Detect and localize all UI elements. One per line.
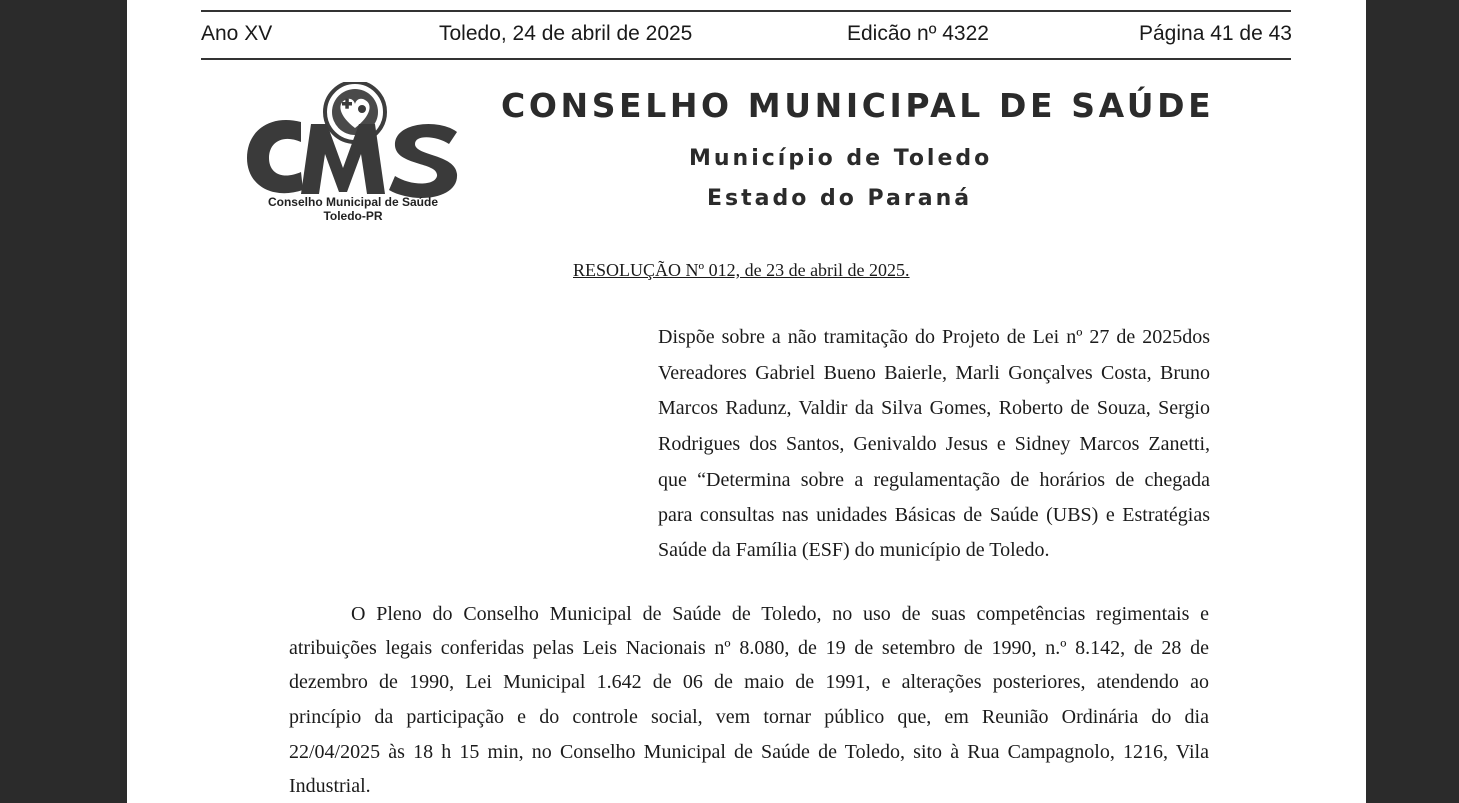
body-line: princípio da participação e do controle social, vem tornar público que, em Reunião Ordinária do dia [289, 706, 1209, 728]
logo-caption-city: Toledo-PR [323, 209, 383, 223]
state-subtitle: Estado do Paraná [707, 186, 973, 211]
logo-caption: Conselho Municipal de Saúde [267, 195, 439, 209]
header-year: Ano XV [201, 22, 273, 45]
header-date: Toledo, 24 de abril de 2025 [439, 22, 693, 45]
ementa-line: que “Determina sobre a regulamentação de horários de chegada [658, 469, 1210, 491]
ementa-line: para consultas nas unidades Básicas de Saúde (UBS) e Estratégias [658, 504, 1210, 526]
header-top-rule [201, 10, 1291, 12]
ementa-line: Marcos Radunz, Valdir da Silva Gomes, Roberto de Souza, Sergio [658, 397, 1210, 419]
council-title: CONSELHO MUNICIPAL DE SAÚDE [501, 86, 1215, 125]
body-line: O Pleno do Conselho Municipal de Saúde de Toledo, no uso de suas competências regimentais e [351, 603, 1209, 625]
body-line: Industrial. [289, 775, 371, 797]
document-page [127, 0, 1366, 803]
header-bottom-rule [201, 58, 1291, 60]
ementa-line: Saúde da Família (ESF) do município de Toledo. [658, 539, 1050, 561]
body-line: atribuições legais conferidas pelas Leis Nacionais nº 8.080, de 19 de setembro de 1990, n.º 8.142, de 28 de [289, 637, 1209, 659]
body-line: 22/04/2025 às 18 h 15 min, no Conselho Municipal de Saúde de Toledo, sito à Rua Campagnolo, 1216, Vila [289, 741, 1209, 763]
header-page-number: Página 41 de 43 [1139, 22, 1292, 45]
ementa-line: Rodrigues dos Santos, Genivaldo Jesus e Sidney Marcos Zanetti, [658, 433, 1210, 455]
body-line: dezembro de 1990, Lei Municipal 1.642 de 06 de maio de 1991, e alterações posteriores, atendendo ao [289, 671, 1209, 693]
resolution-heading: RESOLUÇÃO Nº 012, de 23 de abril de 2025. [573, 260, 910, 280]
ementa-line: Vereadores Gabriel Bueno Baierle, Marli Gonçalves Costa, Bruno [658, 362, 1210, 384]
municipality-subtitle: Município de Toledo [689, 146, 993, 171]
header-edition: Edicão nº 4322 [847, 22, 989, 45]
ementa-line: Dispõe sobre a não tramitação do Projeto de Lei nº 27 de 2025dos [658, 326, 1210, 348]
